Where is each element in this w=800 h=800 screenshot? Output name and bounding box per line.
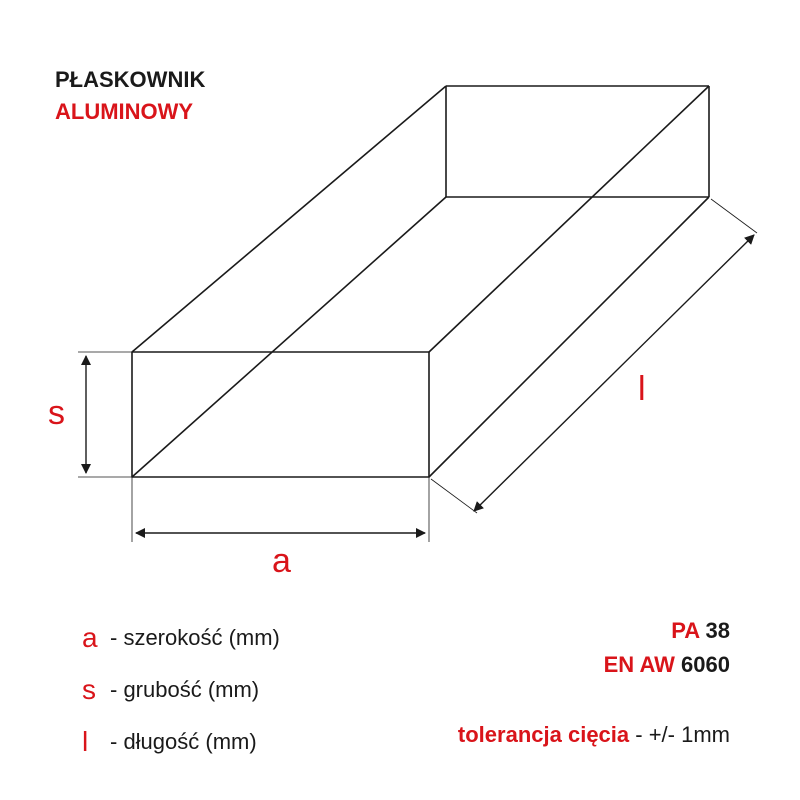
- material-spec: [604, 614, 730, 682]
- spec-pa: [604, 614, 730, 648]
- spec-pa-prefix: PA: [671, 618, 700, 643]
- bottom-left-edge: [132, 197, 446, 477]
- title-line-2: ALUMINOWY: [55, 99, 194, 124]
- cut-tolerance: [458, 722, 730, 748]
- legend-text: - grubość (mm): [110, 677, 260, 702]
- legend-symbol: s: [82, 674, 96, 705]
- legend-row-thickness: [82, 664, 280, 716]
- spec-en-value: 6060: [681, 652, 730, 677]
- legend-text: - długość (mm): [110, 729, 257, 754]
- dimension-l-label: l: [638, 370, 646, 408]
- spec-en: [604, 648, 730, 682]
- dimension-a: [132, 477, 429, 542]
- bottom-right-edge: [429, 197, 709, 477]
- spec-en-prefix: EN AW: [603, 652, 675, 677]
- title-line-1: PŁASKOWNIK: [55, 67, 206, 92]
- tolerance-label: tolerancja cięcia: [457, 722, 630, 747]
- dimension-a-label: a: [272, 542, 291, 580]
- legend-symbol: a: [82, 622, 98, 653]
- spec-pa-value: 38: [705, 618, 730, 643]
- legend: [82, 612, 280, 768]
- dimension-s-label: s: [48, 394, 65, 432]
- legend-row-length: [82, 716, 280, 768]
- dimension-l-arrow: [474, 235, 754, 511]
- legend-row-width: [82, 612, 280, 664]
- box-outline: [132, 86, 709, 477]
- tolerance-value: - +/- 1mm: [635, 722, 730, 747]
- dimension-l: [431, 199, 757, 513]
- dimension-s: [78, 352, 132, 477]
- legend-symbol: l: [82, 726, 89, 757]
- legend-text: - szerokość (mm): [110, 625, 280, 650]
- top-right-edge: [429, 86, 709, 352]
- top-left-edge: [132, 86, 446, 352]
- front-face: [132, 352, 429, 477]
